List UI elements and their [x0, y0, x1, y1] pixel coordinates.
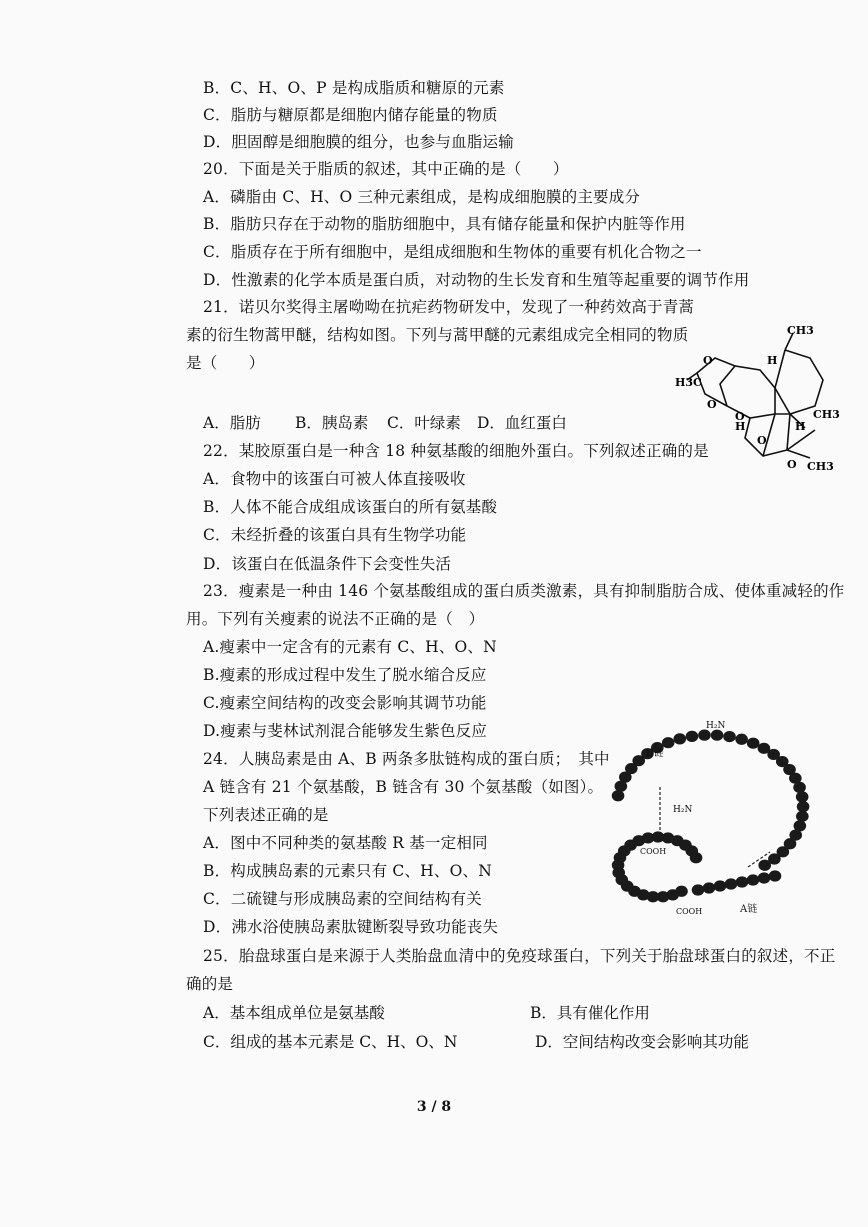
b-chain-residue: [793, 782, 806, 793]
q21-stem-line1: 21．诺贝尔奖得主屠呦呦在抗疟药物研发中，发现了一种药效高于青蒿: [203, 298, 695, 316]
q25-option-b: B．具有催化作用: [530, 1004, 650, 1022]
b-chain-residue: [662, 737, 675, 748]
a-chain-residue: [692, 884, 705, 895]
label-o-1: O: [703, 354, 713, 367]
q22-option-b: B．人体不能合成组成该蛋白的所有氨基酸: [203, 498, 498, 516]
q24-option-c: C．二硫键与形成胰岛素的空间结构有关: [203, 890, 482, 908]
q21-stem-line2: 素的衍生物蒿甲醚，结构如图。下列与蒿甲醚的元素组成完全相同的物质: [186, 326, 689, 344]
label-b-chain: B链: [646, 748, 664, 759]
b-chain-residue: [735, 734, 748, 745]
q24-option-a: A．图中不同种类的氨基酸 R 基一定相同: [203, 834, 488, 852]
b-chain-residue: [796, 791, 809, 802]
a-chain-residue: [725, 878, 738, 889]
artemether-structure: [675, 318, 845, 488]
a-chain-residue: [769, 870, 782, 881]
label-h-3: H: [795, 420, 806, 433]
q20-option-b: B．脂肪只存在于动物的脂肪细胞中，具有储存能量和保护内脏等作用: [203, 215, 686, 233]
q20-stem: 20．下面是关于脂质的叙述，其中正确的是（ ）: [203, 160, 569, 178]
q20-option-c: C．脂质存在于所有细胞中，是组成细胞和生物体的重要有机化合物之一: [203, 243, 702, 261]
b-chain-residue: [698, 730, 711, 741]
q24-stem-line3: 下列表述正确的是: [203, 806, 329, 824]
page-number: 3 / 8: [416, 1099, 452, 1115]
q24-stem-line1: 24．人胰岛素是由 A、B 两条多肽链构成的蛋白质； 其中: [203, 750, 610, 768]
q20-option-d: D．性激素的化学本质是蛋白质，对动物的生长发育和生殖等起重要的调节作用: [203, 271, 750, 289]
q22-stem: 22．某胶原蛋白是一种含 18 种氨基酸的细胞外蛋白。下列叙述正确的是: [203, 442, 709, 460]
label-h3c: H3C: [675, 376, 702, 389]
a-chain-residue: [736, 876, 749, 887]
q23-option-d: D.瘦素与斐林试剂混合能够发生紫色反应: [203, 722, 488, 740]
b-chain-residue: [673, 733, 686, 744]
q23-option-b: B.瘦素的形成过程中发生了脱水缩合反应: [203, 666, 487, 684]
label-cooh-left: COOH: [640, 847, 667, 856]
label-ch3-mid: CH3: [813, 408, 840, 421]
q19-option-c: C．脂肪与糖原都是细胞内储存能量的物质: [203, 106, 498, 124]
label-h-2: H: [735, 420, 746, 433]
a-chain-residue: [747, 874, 760, 885]
q21-option-d: D．血红蛋白: [477, 414, 567, 432]
label-o-4: O: [757, 434, 767, 447]
label-a-chain: A链: [740, 904, 758, 915]
label-ch3-bottom: CH3: [807, 460, 834, 473]
q25-option-d: D．空间结构改变会影响其功能: [535, 1033, 749, 1051]
q19-option-d: D．胆固醇是细胞膜的组分，也参与血脂运输: [203, 133, 514, 151]
q20-option-a: A．磷脂由 C、H、O 三种元素组成，是构成细胞膜的主要成分: [203, 188, 641, 206]
b-chain-residue: [711, 730, 724, 741]
q23-option-a: A.瘦素中一定含有的元素有 C、H、O、N: [203, 638, 497, 656]
q24-stem-line2: A 链含有 21 个氨基酸，B 链含有 30 个氨基酸（如图）。: [203, 778, 604, 796]
q24-option-b: B．构成胰岛素的元素只有 C、H、O、N: [203, 862, 492, 880]
q25-option-a: A．基本组成单位是氨基酸: [203, 1004, 385, 1022]
q25-option-c: C．组成的基本元素是 C、H、O、N: [203, 1033, 458, 1051]
a-chain-residue: [758, 872, 771, 883]
label-o-3: O: [735, 410, 745, 423]
b-chain-residue: [686, 731, 699, 742]
q21-stem-line3: 是（ ）: [186, 354, 265, 372]
q22-option-a: A．食物中的该蛋白可被人体直接吸收: [203, 470, 466, 488]
q21-option-c: C．叶绿素: [387, 414, 461, 432]
q25-stem-line2: 确的是: [186, 975, 234, 993]
q19-option-b: B．C、H、O、P 是构成脂质和糖原的元素: [203, 79, 505, 97]
q25-stem-line1: 25．胎盘球蛋白是来源于人类胎盘血清中的免疫球蛋白，下列关于胎盘球蛋白的叙述，不正: [203, 947, 836, 965]
q21-option-a: A．脂肪: [203, 414, 261, 432]
a-chain-residue: [703, 882, 716, 893]
q23-stem-line1: 23．瘦素是一种由 146 个氨基酸组成的蛋白质类激素，具有抑制脂肪合成、使体重减轻的作: [203, 582, 845, 600]
q22-option-c: C．未经折叠的该蛋白具有生物学功能: [203, 526, 467, 544]
q23-stem-line2: 用。下列有关瘦素的说法不正确的是（ ）: [186, 610, 485, 628]
q24-option-d: D．沸水浴使胰岛素肽键断裂导致功能丧失: [203, 918, 499, 936]
label-cooh-bottom: COOH: [676, 907, 703, 916]
b-chain-residue: [758, 860, 771, 871]
a-chain-residue: [714, 880, 727, 891]
b-chain-residue: [796, 811, 809, 822]
bead-chains: [612, 730, 810, 903]
label-h2n-top: H₂N: [706, 721, 726, 731]
label-h-1: H: [767, 354, 778, 367]
label-h2n-mid: H₂N: [673, 805, 693, 815]
q22-option-d: D．该蛋白在低温条件下会变性失活: [203, 555, 452, 573]
q21-option-b: B．胰岛素: [295, 414, 369, 432]
b-chain-residue: [723, 731, 736, 742]
insulin-diagram: [600, 712, 812, 918]
q23-option-c: C.瘦素空间结构的改变会影响其调节功能: [203, 694, 487, 712]
b-chain-residue: [747, 738, 760, 749]
b-chain-residue: [797, 801, 810, 812]
b-chain-residue: [612, 790, 625, 801]
label-o-2: O: [707, 398, 717, 411]
label-ch3-top: CH3: [787, 324, 814, 337]
a-chain-residue: [690, 852, 703, 863]
label-o-5: O: [787, 458, 797, 471]
